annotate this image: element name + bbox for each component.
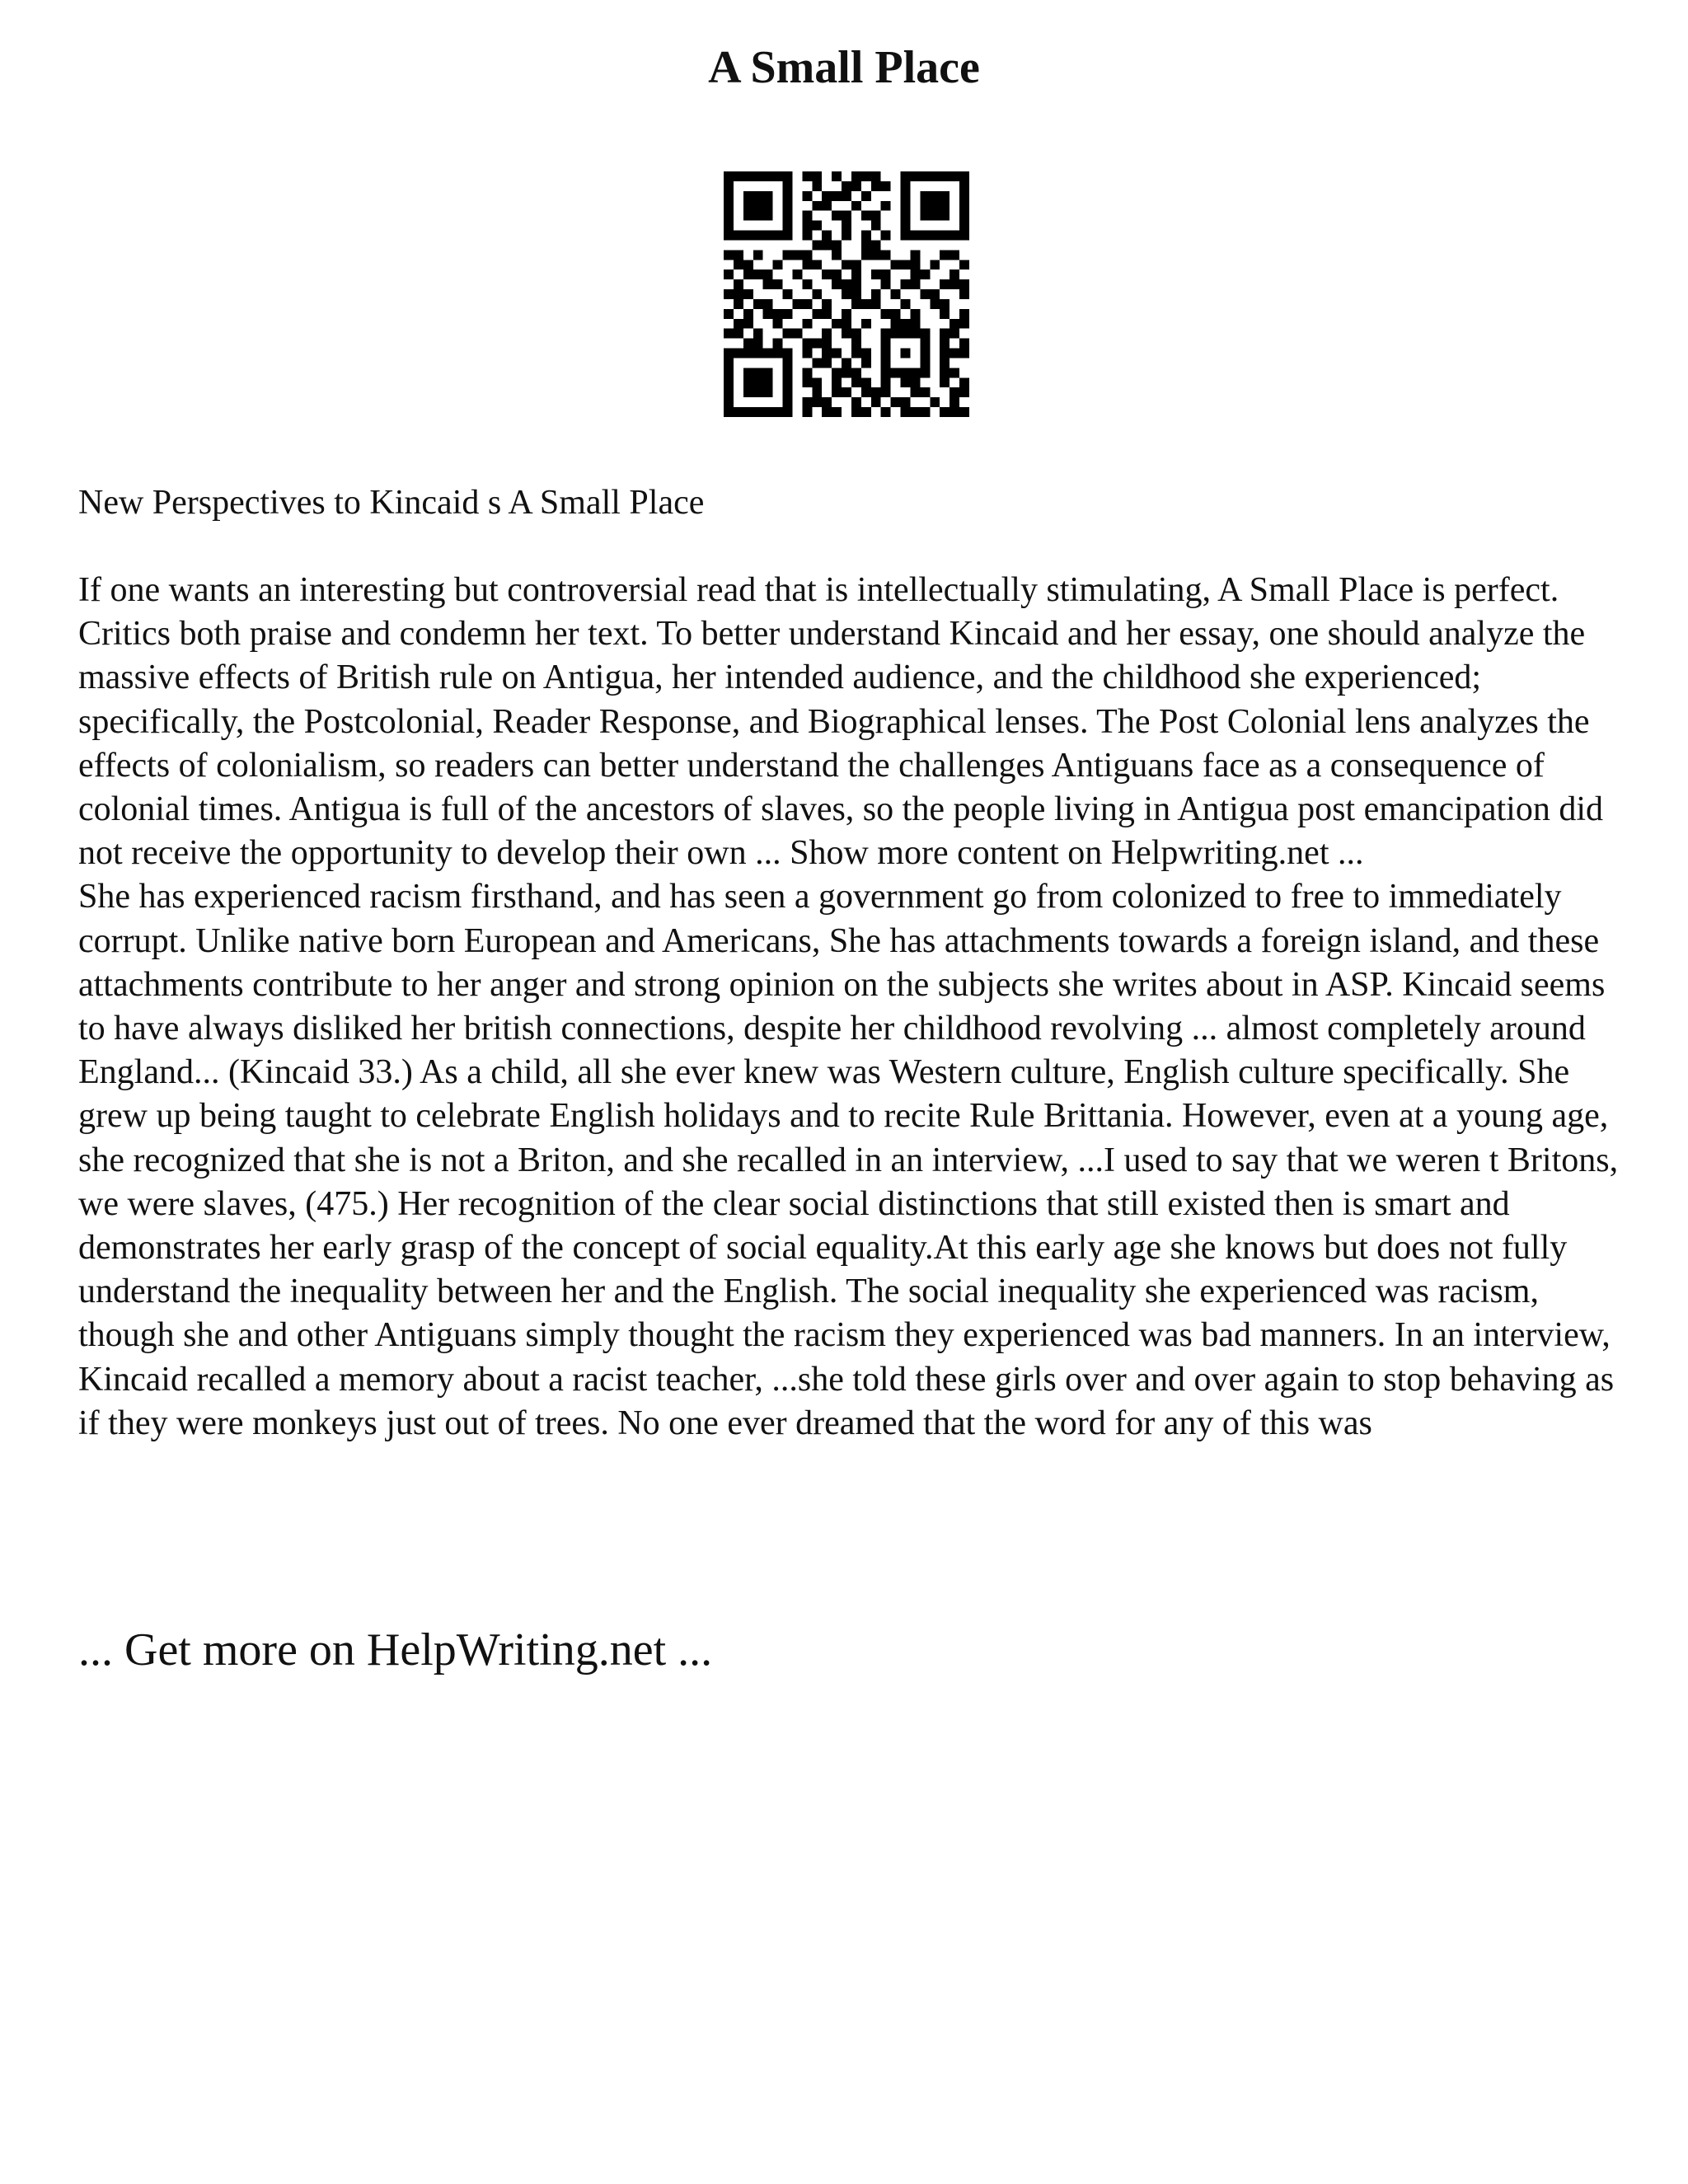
qr-code-icon [724, 171, 969, 417]
essay-paragraph: If one wants an interesting but controversial read that is intellectually stimulating, A Small Place is perfect. Critics both praise and condemn her text. To better understand Kincaid and her essay, one should analyze the massive effects of British rule on Antigua, her intended audience, and the childhood she experienced; specifically, the Postcolonial, Reader Response, and Biographical lenses. The Post Colonial lens analyzes the effects of colonialism, so readers can better understand the challenges Antiguans face as a consequence of colonial times. Antigua is full of the ancestors of slaves, so the people living in Antigua post emancipation did not receive the opportunity to develop their own ... Show more content on Helpwriting.net ... [78, 571, 1604, 873]
get-more-link[interactable]: ... Get more on HelpWriting.net ... [78, 1624, 713, 1675]
essay-paragraph: She has experienced racism firsthand, and has seen a government go from colonized to free to immediately corrupt. Unlike native born European and Americans, She has attachments towards a foreign island, and these attachments contribute to her anger and strong opinion on the subjects she writes about in ASP. Kincaid seems to have always disliked her british connections, despite her childhood revolving ... almost completely around England... (Kincaid 33.) As a child, all she ever knew was Western culture, English culture specifically. She grew up being taught to celebrate English holidays and to recite Rule Brittania. However, even at a young age, she recognized that she is not a Briton, and she recalled in an interview, ...I used to say that we weren t Britons, we were slaves, (475.) Her recognition of the clear social distinctions that still existed then is smart and demonstrates her early grasp of the concept of social equality.At this early age she knows but does not fully understand the inequality between her and the English. The social inequality she experienced was racism, though she and other Antiguans simply thought the racism they experienced was bad manners. In an interview, Kincaid recalled a memory about a racist teacher, ...she told these girls over and over again to stop behaving as if they were monkeys just out of trees. No one ever dreamed that the word for any of this was [78, 878, 1619, 1442]
essay-body [78, 569, 1628, 1446]
document-title: A Small Place [708, 42, 980, 93]
essay-subtitle: New Perspectives to Kincaid s A Small Place [78, 484, 705, 522]
